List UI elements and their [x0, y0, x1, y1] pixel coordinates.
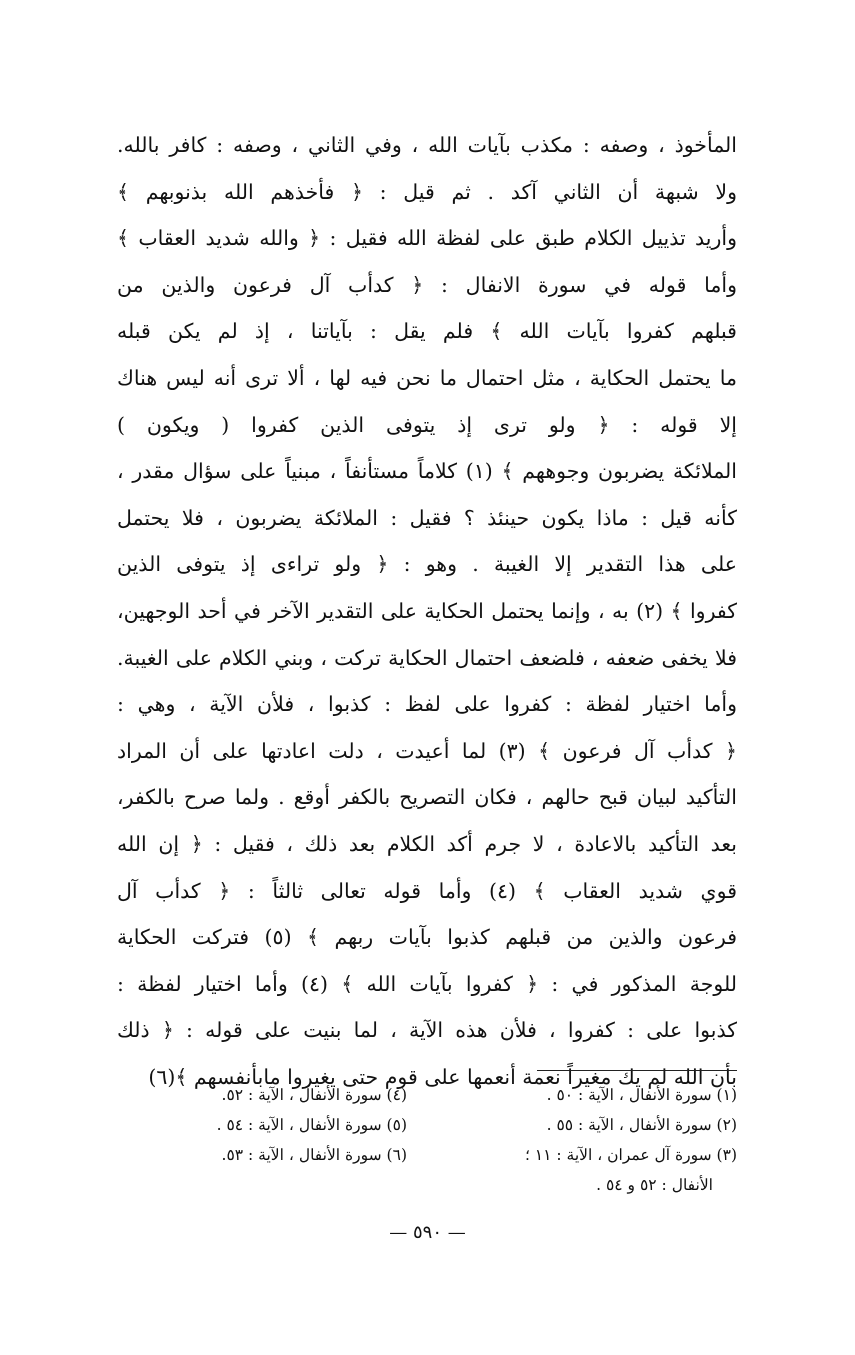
- text-line: إلا قوله : ﴿ ولو ترى إذ يتوفى الذين كفروا ( ويكون ): [117, 412, 737, 437]
- text-line: قوي شديد العقاب ﴾ (٤) وأما قوله تعالى ثالثاً : ﴿ كدأب آل: [117, 878, 737, 903]
- footnote: (٦) سورة الأنفال ، الآية : ٥٣.: [221, 1146, 407, 1164]
- text-line: ولا شبهة أن الثاني آكد . ثم قيل : ﴿ فأخذهم الله بذنوبهم ﴾: [117, 179, 737, 204]
- text-line: كأنه قيل : ماذا يكون حينئذ ؟ فقيل : الملائكة يضربون ، فلا يحتمل: [117, 505, 737, 530]
- text-line: المأخوذ ، وصفه : مكذب بآيات الله ، وفي الثاني ، وصفه : كافر بالله.: [117, 133, 737, 157]
- text-line: فلا يخفى ضعفه ، فلضعف احتمال الحكاية تركت ، وبني الكلام على الغيبة.: [117, 645, 737, 670]
- text-line: فرعون والذين من قبلهم كذبوا بآيات ربهم ﴾ (٥) فتركت الحكاية: [117, 925, 737, 950]
- text-line: وأريد تذييل الكلام طبق على لفظة الله فقيل : ﴿ والله شديد العقاب ﴾: [117, 226, 737, 251]
- footnote: (٤) سورة الأنفال ، الآية : ٥٢.: [221, 1086, 407, 1104]
- text-line: ما يحتمل الحكاية ، مثل احتمال ما نحن فيه لها ، ألا ترى أنه ليس هناك: [117, 365, 737, 390]
- text-line: وأما اختيار لفظة : كفروا على لفظ : كذبوا ، فلأن الآية ، وهي :: [117, 692, 737, 717]
- footnote: (٥) سورة الأنفال ، الآية : ٥٤ .: [216, 1116, 407, 1134]
- page-number: — ٥٩٠ —: [389, 1222, 466, 1243]
- text-line: قبلهم كفروا بآيات الله ﴾ فلم يقل : بآياتنا ، إذ لم يكن قبله: [117, 319, 737, 344]
- text-line: على هذا التقدير إلا الغيبة . وهو : ﴿ ولو تراءى إذ يتوفى الذين: [117, 552, 737, 577]
- text-line: كفروا ﴾ (٢) به ، وإنما يحتمل الحكاية على التقدير الآخر في أحد الوجهين،: [117, 598, 737, 623]
- footnotes: [117, 1080, 737, 1200]
- text-line: كذبوا على : كفروا ، فلأن هذه الآية ، لما بنيت على قوله : ﴿ ذلك: [117, 1018, 737, 1043]
- text-line: بأن الله لم يك مغيراً نعمة أنعمها على قوم حتى يغيروا مابأنفسهم ﴾(٦): [148, 1064, 737, 1089]
- footnote: (١) سورة الأنفال ، الآية : ٥٠ .: [546, 1086, 737, 1104]
- footnote: (٢) سورة الأنفال ، الآية : ٥٥ .: [546, 1116, 737, 1134]
- main-text: [117, 122, 737, 1100]
- text-line: بعد التأكيد بالاعادة ، لا جرم أكد الكلام بعد ذلك ، فقيل : ﴿ إن الله: [117, 831, 737, 856]
- footnote-continuation: الأنفال : ٥٢ و ٥٤ .: [596, 1176, 713, 1194]
- text-line: للوجة المذكور في : ﴿ كفروا بآيات الله ﴾ (٤) وأما اختيار لفظة :: [117, 971, 737, 996]
- text-line: التأكيد لبيان قبح حالهم ، فكان التصريح بالكفر أوقع . ولما صرح بالكفر،: [117, 785, 737, 810]
- footnote-divider: [537, 1070, 737, 1071]
- text-line: ﴿ كدأب آل فرعون ﴾ (٣) لما أعيدت ، دلت اعادتها على أن المراد: [117, 738, 737, 763]
- footnote: (٣) سورة آل عمران ، الآية : ١١ ؛: [524, 1146, 737, 1164]
- text-line: الملائكة يضربون وجوههم ﴾ (١) كلاماً مستأنفاً ، مبنياً على سؤال مقدر ،: [117, 459, 737, 484]
- text-line: وأما قوله في سورة الانفال : ﴿ كدأب آل فرعون والذين من: [117, 272, 737, 297]
